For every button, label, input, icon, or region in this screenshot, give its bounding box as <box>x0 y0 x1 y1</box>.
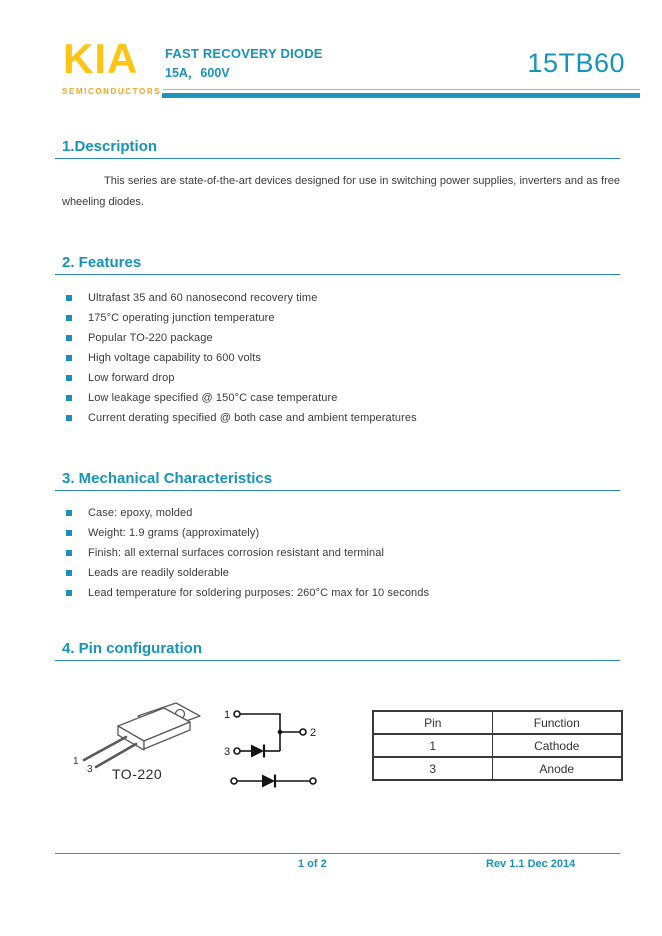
bullet-square-icon <box>66 530 72 536</box>
bullet-square-icon <box>66 315 72 321</box>
description-paragraph: This series are state-of-the-art devices designed for use in switching power supplies, inverters and as free wheeling diodes. <box>62 175 620 208</box>
mechanical-list <box>66 503 429 603</box>
table-cell: 1 <box>373 734 492 757</box>
table-header-cell: Function <box>492 711 622 734</box>
table-row <box>373 757 622 780</box>
package-pin3-label: 3 <box>87 764 93 772</box>
lead-pin3 <box>96 744 136 767</box>
table-header-cell: Pin <box>373 711 492 734</box>
diode-triangle-icon <box>251 745 264 758</box>
page-number: 1 of 2 <box>298 858 327 870</box>
section-mechanical-heading: 3. Mechanical Characteristics <box>62 470 273 487</box>
section-description-rule <box>55 158 620 159</box>
list-item: Lead temperature for soldering purposes: 260°C max for 10 seconds <box>66 583 429 603</box>
kia-logo: KIA <box>63 35 139 82</box>
bullet-square-icon <box>66 395 72 401</box>
diode-triangle-icon <box>262 775 275 788</box>
terminal-pin2 <box>300 729 306 735</box>
list-item: Popular TO-220 package <box>66 328 417 348</box>
diode-schematic <box>220 703 332 798</box>
list-item: Case: epoxy, molded <box>66 503 429 523</box>
list-item: High voltage capability to 600 volts <box>66 348 417 368</box>
section-mechanical-rule <box>55 490 620 491</box>
list-item: Current derating specified @ both case and ambient temperatures <box>66 408 417 428</box>
bullet-square-icon <box>66 335 72 341</box>
bullet-square-icon <box>66 415 72 421</box>
package-name-label: TO-220 <box>112 766 163 782</box>
revision-label: Rev 1.1 Dec 2014 <box>486 858 576 870</box>
bullet-square-icon <box>66 570 72 576</box>
section-features-heading: 2. Features <box>62 254 142 271</box>
lead-pin1 <box>84 737 126 760</box>
footer-rule <box>55 853 620 854</box>
header-thin-rule <box>163 89 640 90</box>
bullet-square-icon <box>66 355 72 361</box>
list-item: Finish: all external surfaces corrosion resistant and terminal <box>66 543 429 563</box>
table-cell: 3 <box>373 757 492 780</box>
terminal-anode <box>231 778 237 784</box>
table-cell: Anode <box>492 757 622 780</box>
terminal-cathode <box>310 778 316 784</box>
list-item: Leads are readily solderable <box>66 563 429 583</box>
part-number: 15TB60 <box>527 48 625 78</box>
features-list <box>66 288 417 428</box>
bullet-square-icon <box>66 590 72 596</box>
schematic-pin2-label: 2 <box>310 727 317 739</box>
bullet-square-icon <box>66 510 72 516</box>
terminal-pin1 <box>234 711 240 717</box>
schematic-pin1-label: 1 <box>224 709 231 721</box>
diode-schematic-svg <box>220 703 332 793</box>
doc-title: FAST RECOVERY DIODE <box>165 46 323 61</box>
list-item: Low leakage specified @ 150°C case temperature <box>66 388 417 408</box>
section-features-rule <box>55 274 620 275</box>
list-item: Weight: 1.9 grams (approximately) <box>66 523 429 543</box>
wire-top <box>240 714 280 751</box>
doc-subtitle: 15A，600V <box>165 66 230 80</box>
list-item: Low forward drop <box>66 368 417 388</box>
bullet-square-icon <box>66 550 72 556</box>
bullet-square-icon <box>66 375 72 381</box>
schematic-pin3-label: 3 <box>224 746 231 758</box>
section-pinconfig-heading: 4. Pin configuration <box>62 640 203 657</box>
pin-function-table <box>372 710 623 781</box>
table-cell: Cathode <box>492 734 622 757</box>
table-header-row <box>373 711 622 734</box>
terminal-pin3 <box>234 748 240 754</box>
list-item: Ultrafast 35 and 60 nanosecond recovery time <box>66 288 417 308</box>
logo-subtext: SEMICONDUCTORS <box>62 87 162 96</box>
header-thick-rule <box>162 93 640 98</box>
to220-package-svg <box>60 700 210 772</box>
table-row <box>373 734 622 757</box>
list-item: 175°C operating junction temperature <box>66 308 417 328</box>
section-description-heading: 1.Description <box>62 138 158 155</box>
bullet-square-icon <box>66 295 72 301</box>
section-pinconfig-rule <box>55 660 620 661</box>
package-pin1-label: 1 <box>73 756 79 767</box>
